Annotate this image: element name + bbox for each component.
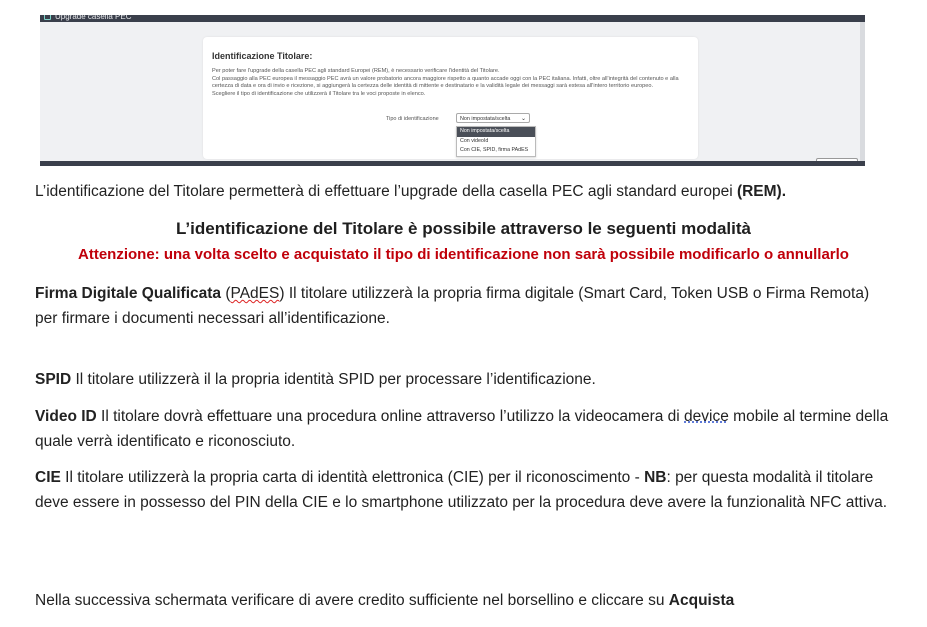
- identification-type-select[interactable]: [456, 113, 530, 123]
- firma-paragraph: Firma Digitale Qualificata (PAdES) Il titolare utilizzerà la propria firma digitale (Smart Card, Token USB o Firma Remota) per firmare i documenti necessari all’identificazione.: [35, 285, 870, 327]
- final-paragraph: Nella successiva schermata verificare di avere credito sufficiente nel borsellino e cliccare su Acquista: [35, 592, 735, 609]
- embedded-screenshot: [40, 15, 865, 166]
- section-heading: L’identificazione del Titolare è possibile attraverso le seguenti modalità: [175, 219, 751, 238]
- identification-dropdown: [456, 126, 536, 157]
- card-paragraph: Scegliere il tipo di identificazione che utilizzerà il Titolare tra le voci proposte in elenco.: [212, 90, 426, 97]
- intro-paragraph: L’identificazione del Titolare permetterà di effettuare l’upgrade della casella PEC agli standard europei (REM).: [35, 183, 787, 200]
- card-paragraph: Per poter fare l'upgrade della casella PEC agli standard Europei (REM), è necessario verificare l'identità del Titolare.: [212, 68, 500, 74]
- window-footer: [40, 161, 865, 166]
- identification-card: [203, 37, 698, 159]
- dropdown-option[interactable]: Non impostata/scelta: [457, 127, 535, 137]
- dropdown-option[interactable]: Con videoId: [460, 137, 489, 144]
- chevron-down-icon: ⌄: [520, 116, 526, 122]
- scrollbar[interactable]: [860, 22, 865, 166]
- warning-text: Attenzione: una volta scelto e acquistato il tipo di identificazione non sarà possibile modificarlo o annullarlo: [78, 246, 849, 263]
- card-title: Identificazione Titolare:: [212, 51, 313, 61]
- cie-paragraph: CIE Il titolare utilizzerà la propria carta di identità elettronica (CIE) per il riconoscimento - NB: per questa modalità il titolare deve essere in possesso del PIN della CIE e lo smartphone utilizzato per la procedura deve avere la funzionalità NFC attiva.: [35, 469, 888, 511]
- select-value: Non impostata/scelta: [460, 116, 511, 122]
- card-paragraph: Col passaggio alla PEC europea il messaggio PEC avrà un valore probatorio ancora maggiore rispetto a quanto accade oggi con la PEC italiana. Infatti, oltre all'integrità del contenuto e alla certezza di data e ora di invio e ricezione, si aggiungerà la certezza delle identità di mittente e destinatario e la validità legale dei messaggi sarà estesa all'intero territorio europeo.: [212, 75, 679, 89]
- spid-paragraph: SPID Il titolare utilizzerà il la propria identità SPID per processare l’identificazione.: [35, 371, 596, 388]
- window-title: Upgrade casella PEC: [55, 15, 132, 21]
- card-description: [212, 68, 692, 98]
- window-title-bar: [40, 15, 865, 22]
- edit-icon: [44, 15, 51, 20]
- video-id-paragraph: Video ID Il titolare dovrà effettuare una procedura online attraverso l’utilizzo la videocamera di device mobile al termine della quale verrà identificato e riconosciuto.: [35, 408, 889, 450]
- identification-type-label: Tipo di identificazione: [386, 116, 439, 122]
- dropdown-option[interactable]: Con CIE, SPID, firma PAdES: [460, 147, 529, 153]
